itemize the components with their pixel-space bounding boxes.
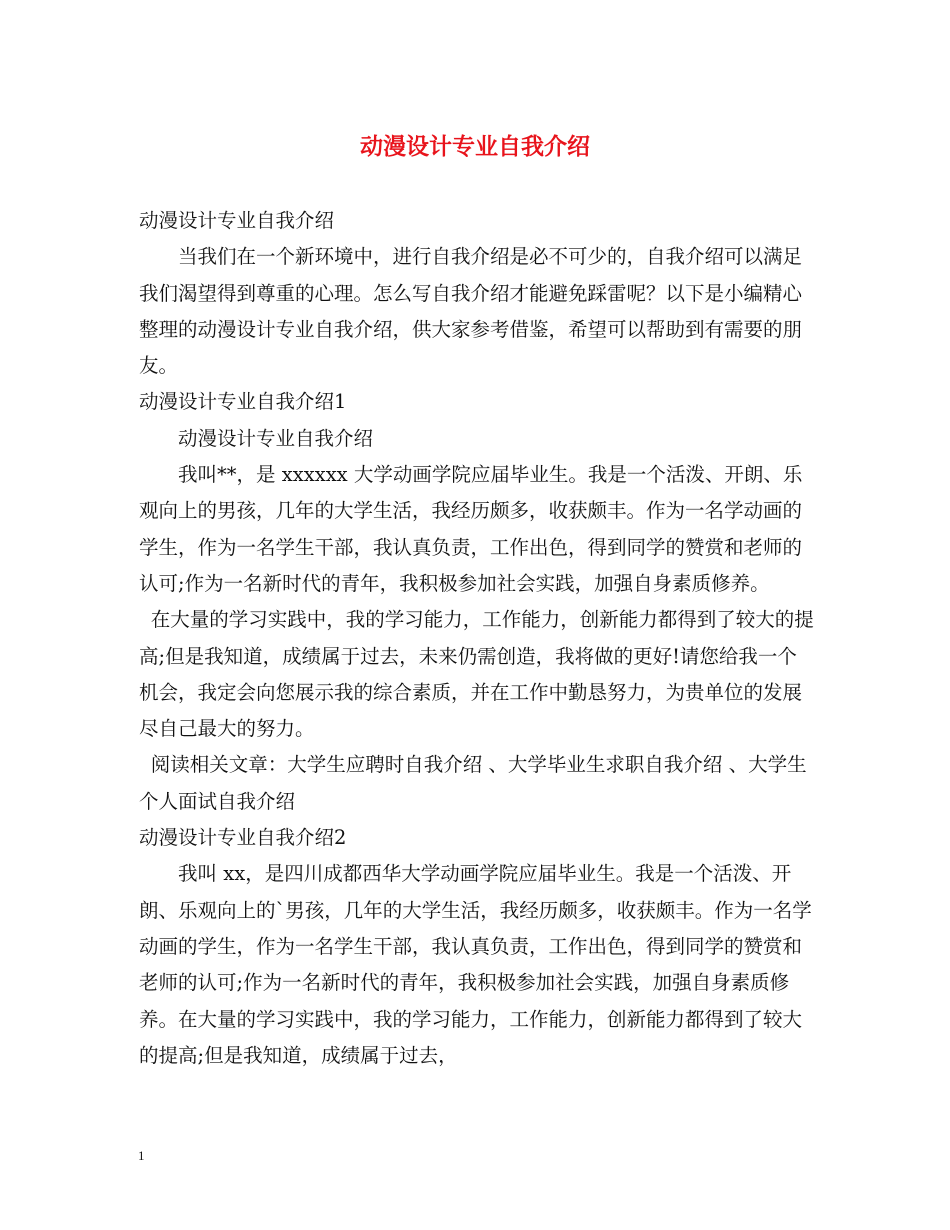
subheading-1: 动漫设计专业自我介绍 — [178, 426, 374, 450]
related-articles: 阅读相关文章：大学生应聘时自我介绍 、大学毕业生求职自我介绍 、大学生个人面试自我介绍 — [139, 753, 807, 813]
paragraph-3: 我叫 xx，是四川成都西华大学动画学院应届毕业生。我是一个活泼、开朗、乐观向上的`男孩，几年的大学生活，我经历颇多，收获颇丰。作为一名学动画的学生，作为一名学生干部，我认真负责，工作出色，得到同学的赞赏和老师的认可;作为一名新时代的青年，我积极参加社会实践，加强自身素质修养。在大量的学习实践中，我的学习能力，工作能力，创新能力都得到了较大的提高;但是我知道，成绩属于过去， — [139, 862, 812, 1067]
paragraph-2: 在大量的学习实践中，我的学习能力，工作能力，创新能力都得到了较大的提高;但是我知道，成绩属于过去，未来仍需创造，我将做的更好!请您给我一个机会，我定会向您展示我的综合素质，并在工作中勤恳努力，为贵单位的发展尽自己最大的努力。 — [139, 608, 814, 741]
document-title: 动漫设计专业自我介绍 — [360, 133, 590, 160]
section-heading-2: 动漫设计专业自我介绍2 — [139, 826, 347, 850]
page-number: 1 — [138, 1148, 145, 1163]
section-heading-1: 动漫设计专业自我介绍1 — [139, 390, 347, 414]
intro-paragraph: 当我们在一个新环境中，进行自我介绍是必不可少的，自我介绍可以满足我们渴望得到尊重的心理。怎么写自我介绍才能避免踩雷呢？以下是小编精心整理的动漫设计专业自我介绍，供大家参考借鉴，希望可以帮助到有需要的朋友。 — [139, 245, 803, 378]
paragraph-1: 我叫**，是 xxxxxx 大学动画学院应届毕业生。我是一个活泼、开朗、乐观向上的男孩，几年的大学生活，我经历颇多，收获颇丰。作为一名学动画的学生，作为一名学生干部，我认真负责，工作出色，得到同学的赞赏和老师的认可;作为一名新时代的青年，我积极参加社会实践，加强自身素质修养。 — [139, 463, 803, 595]
section-heading-intro: 动漫设计专业自我介绍 — [139, 209, 335, 232]
document-body — [139, 203, 815, 1074]
